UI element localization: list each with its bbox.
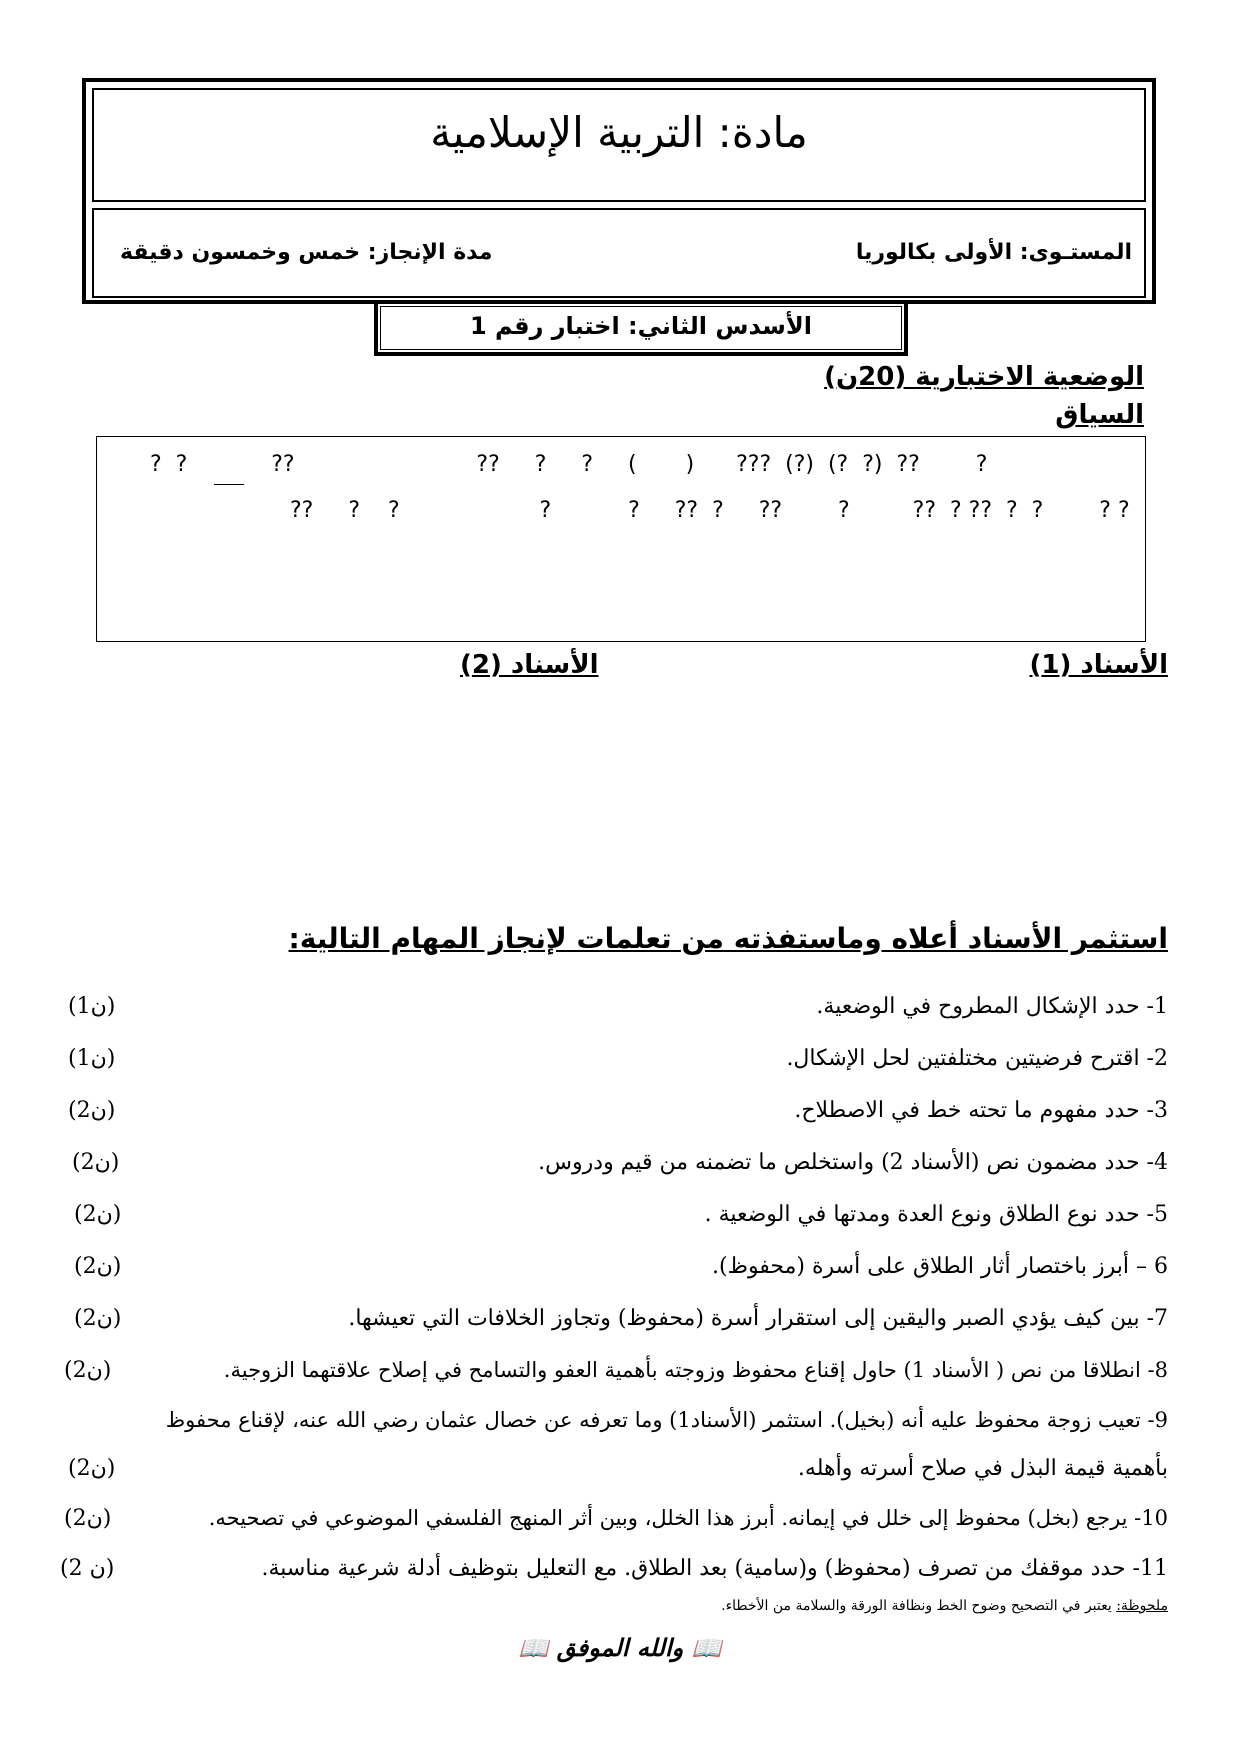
question-text: 10- يرجع (بخل) محفوظ إلى خلل في إيمانه. أبرز هذا الخلل، وبين أثر المنهج الفلسفي الموضوعي في تصحيحه.: [208, 1506, 1168, 1530]
question-points: (2ن): [74, 1306, 122, 1331]
closing-text: 📖 والله الموفق 📖: [518, 1634, 722, 1662]
question-points: (2ن): [68, 1098, 116, 1123]
question-text: 3- حدد مفهوم ما تحته خط في الاصطلاح.: [794, 1098, 1168, 1123]
question-text: 5- حدد نوع الطلاق ونوع العدة ومدتها في الوضعية .: [704, 1202, 1168, 1227]
question-text: 9- تعيب زوجة محفوظ عليه أنه (بخيل). استثمر (الأسناد1) وما تعرفه عن خصال عثمان رضي الله عنه، لإقناع محفوظ: [165, 1408, 1168, 1432]
context-title: السياق: [1055, 400, 1144, 430]
duration-label: مدة الإنجاز: خمس وخمسون دقيقة: [120, 240, 493, 265]
question-text: 2- اقترح فرضيتين مختلفتين لحل الإشكال.: [786, 1046, 1168, 1071]
question-points: (2ن): [64, 1506, 112, 1531]
question-points: (2ن): [74, 1254, 122, 1279]
context-line: ?? ? ? ? ? ?? ? ?? ? ?? ? ?? ? ? ? ?: [290, 498, 1130, 523]
question-text: 7- بين كيف يؤدي الصبر واليقين إلى استقرار أسرة (محفوظ) وتجاوز الخلافات التي تعيشها.: [348, 1306, 1168, 1331]
instruction-heading: استثمر الأسناد أعلاه وماستفذته من تعلمات لإنجاز المهام التالية:: [288, 922, 1168, 955]
question-points: (1ن): [68, 1046, 116, 1071]
question-points: (1ن): [68, 994, 116, 1019]
question-text: 6 – أبرز باختصار أثار الطلاق على أسرة (محفوظ).: [712, 1254, 1168, 1279]
question-points: (2 ن): [60, 1556, 115, 1581]
level-label: المستـوى: الأولى بكالوريا: [855, 240, 1132, 265]
question-text: 1- حدد الإشكال المطروح في الوضعية.: [816, 994, 1168, 1019]
question-text-continued: بأهمية قيمة البذل في صلاح أسرته وأهله.: [797, 1456, 1168, 1481]
question-text: 4- حدد مضمون نص (الأسناد 2) واستخلص ما تضمنه من قيم ودروس.: [538, 1150, 1168, 1175]
situation-title: الوضعية الاختبارية (20ن): [824, 362, 1144, 392]
note-text: يعتبر في التصحيح وضوح الخط ونظافة الورقة والسلامة من الأخطاء.: [721, 1598, 1117, 1614]
question-points: (2ن): [64, 1358, 112, 1383]
context-underline: [214, 484, 244, 485]
note-label: ملحوظة:: [1116, 1598, 1168, 1614]
question-text: 8- انطلاقا من نص ( الأسناد 1) حاول إقناع محفوظ وزوجته بأهمية العفو والتسامح في إصلاح علاقتهما الزوجية.: [223, 1358, 1168, 1382]
note: [721, 1598, 1168, 1614]
source-2-title: الأسناد (2): [460, 650, 599, 680]
test-label: الأسدس الثاني: اختبار رقم 1: [469, 312, 813, 340]
question-text: 11- حدد موقفك من تصرف (محفوظ) و(سامية) بعد الطلاق. مع التعليل بتوظيف أدلة شرعية مناسبة.: [261, 1556, 1168, 1581]
context-line: ? ? ?? ?? ? ? ( ) ??? (?) (? ?) ?? ?: [150, 452, 988, 477]
question-points: (2ن): [72, 1150, 120, 1175]
source-1-title: الأسناد (1): [1029, 650, 1168, 680]
question-points: (2ن): [68, 1456, 116, 1481]
question-points: (2ن): [74, 1202, 122, 1227]
subject-title: مادة: التربية الإسلامية: [430, 108, 808, 157]
